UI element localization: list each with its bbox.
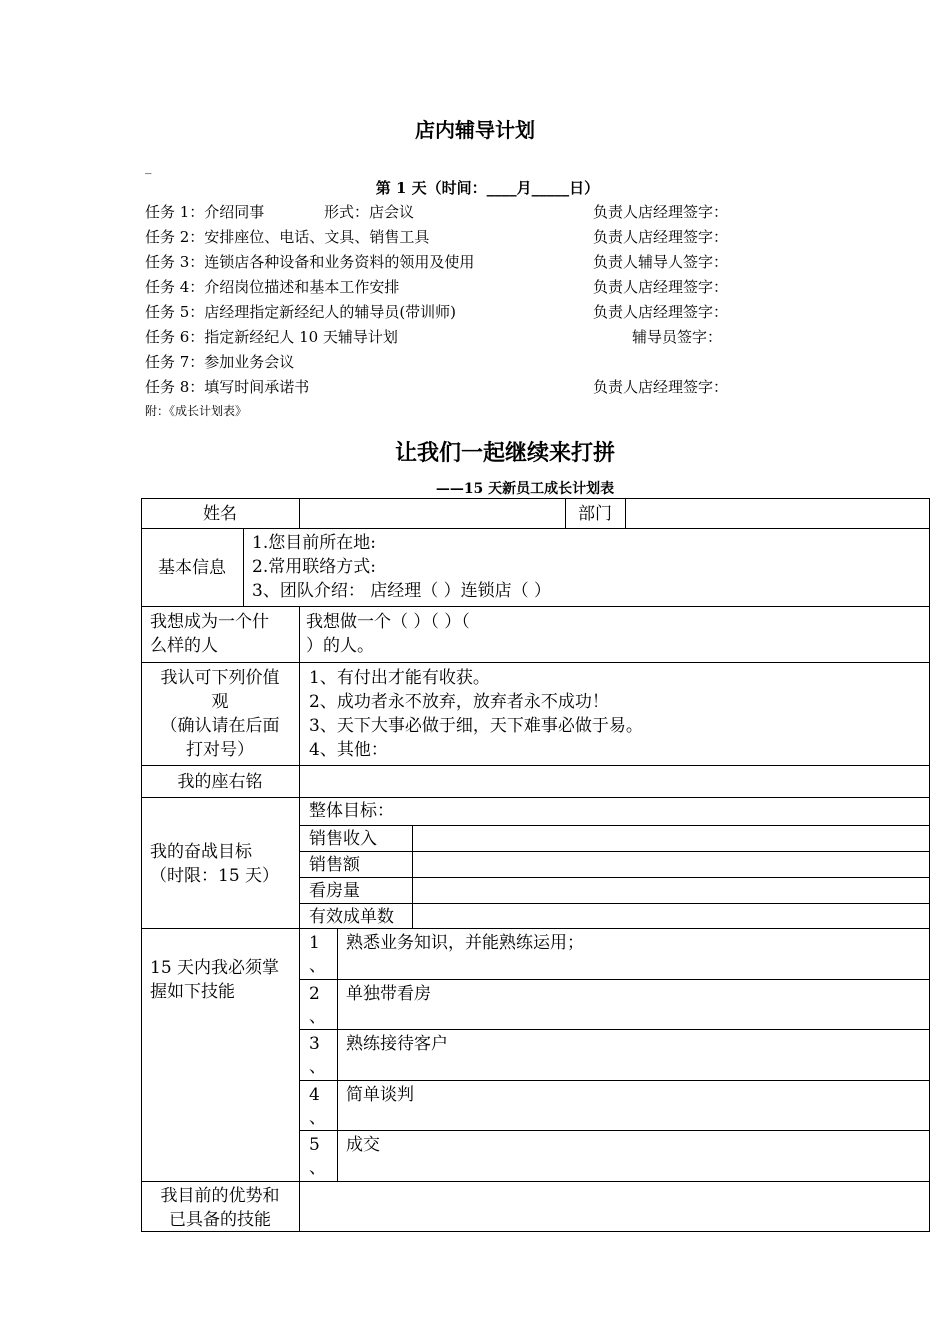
skills-label-2: 握如下技能 <box>150 982 235 1002</box>
dept-label: 部门 <box>578 504 612 524</box>
task-6-label: 任务 6：指定新经纪人 10 天辅导计划 <box>145 328 398 346</box>
strength-label-1: 我目前的优势和 <box>160 1186 280 1206</box>
want-label-2: 么样的人 <box>150 636 218 656</box>
plan-title: 让我们一起继续来打拼 <box>394 440 615 466</box>
strength-label-2: 已具备的技能 <box>169 1210 271 1230</box>
goal-label-1: 我的奋战目标 <box>150 842 252 862</box>
value-1: 1、有付出才能有收获。 <box>309 668 490 688</box>
skill-5-text: 成交 <box>346 1135 380 1155</box>
day-line: 第 1 天（时间：____月_____日） <box>375 179 600 197</box>
value-2: 2、成功者永不放弃，放弃者永不成功！ <box>309 692 609 712</box>
skill-3-num: 3 <box>309 1034 320 1054</box>
dash-mark: _ <box>145 160 152 175</box>
task-2-sign: 负责人店经理签字： <box>593 228 729 246</box>
task-2-label: 任务 2：安排座位、电话、文具、销售工具 <box>145 228 430 246</box>
goal-label-2: （时限：15 天） <box>150 866 280 886</box>
skill-4-mark: 、 <box>309 1108 326 1128</box>
basic-info-label: 基本信息 <box>158 558 226 578</box>
want-line-2: ）的人。 <box>306 636 374 656</box>
values-label-2: 观 <box>211 692 229 712</box>
basic-line-1: 1.您目前所在地: <box>252 533 376 553</box>
basic-line-3: 3、团队介绍： 店经理（ ）连锁店（ ） <box>252 581 552 601</box>
skill-5-mark: 、 <box>309 1158 326 1178</box>
skill-1-mark: 、 <box>309 956 326 976</box>
value-4: 4、其他： <box>309 740 388 760</box>
skill-3-mark: 、 <box>309 1057 326 1077</box>
task-1-form: 形式：店会议 <box>324 203 415 221</box>
skills-label-1: 15 天内我必须掌 <box>150 958 280 978</box>
goal-row-viewings: 看房量 <box>309 881 360 901</box>
skill-4-text: 简单谈判 <box>346 1085 414 1105</box>
skill-1-num: 1 <box>309 933 320 953</box>
task-4-sign: 负责人店经理签字： <box>593 278 729 296</box>
task-1-label: 任务 1：介绍同事 <box>145 203 265 221</box>
motto-label: 我的座右铭 <box>177 772 263 792</box>
task-8-label: 任务 8：填写时间承诺书 <box>145 378 310 396</box>
values-label-1: 我认可下列价值 <box>160 668 280 688</box>
skill-2-mark: 、 <box>309 1007 326 1027</box>
skill-5-num: 5 <box>309 1135 320 1155</box>
value-3: 3、天下大事必做于细，天下难事必做于易。 <box>309 716 643 736</box>
attachment-note: 附：《成长计划表》 <box>145 404 248 418</box>
values-label-3: （确认请在后面 <box>160 716 280 736</box>
skill-1-text: 熟悉业务知识，并能熟练运用； <box>346 933 584 953</box>
task-3-label: 任务 3：连锁店各种设备和业务资料的领用及使用 <box>145 253 475 271</box>
task-3-sign: 负责人辅导人签字： <box>593 253 729 271</box>
task-8-sign: 负责人店经理签字： <box>593 378 729 396</box>
basic-line-2: 2.常用联络方式: <box>252 557 376 577</box>
skill-2-text: 单独带看房 <box>346 984 431 1004</box>
goal-overall: 整体目标： <box>309 801 394 821</box>
skill-3-text: 熟练接待客户 <box>346 1034 448 1054</box>
goal-row-sales-amount: 销售额 <box>309 855 360 875</box>
plan-subtitle: ——15 天新员工成长计划表 <box>435 481 615 497</box>
task-5-sign: 负责人店经理签字： <box>593 303 729 321</box>
want-label-1: 我想成为一个什 <box>150 612 269 632</box>
page-title: 店内辅导计划 <box>415 118 535 142</box>
values-label-4: 打对号） <box>186 740 254 760</box>
task-6-sign: 辅导员签字： <box>632 328 723 346</box>
goal-row-sales-income: 销售收入 <box>309 829 377 849</box>
skill-2-num: 2 <box>309 984 320 1004</box>
skill-4-num: 4 <box>309 1085 320 1105</box>
goal-row-deals: 有效成单数 <box>309 907 394 927</box>
task-4-label: 任务 4：介绍岗位描述和基本工作安排 <box>145 278 400 296</box>
name-label: 姓名 <box>203 504 237 524</box>
want-line-1: 我想做一个（ ）（ ）（ <box>306 612 470 632</box>
task-1-sign: 负责人店经理签字： <box>593 203 729 221</box>
task-7-label: 任务 7：参加业务会议 <box>145 353 295 371</box>
task-5-label: 任务 5：店经理指定新经纪人的辅导员(带训师) <box>145 303 457 321</box>
